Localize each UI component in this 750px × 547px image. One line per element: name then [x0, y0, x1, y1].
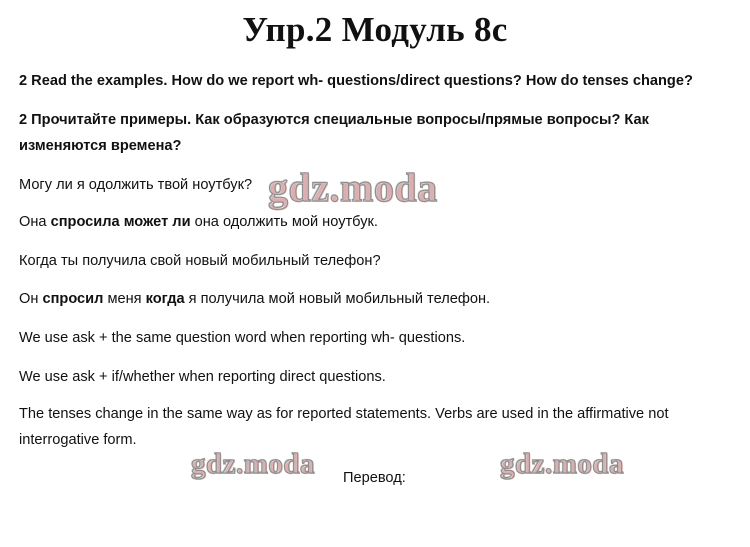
example-4-part-a: Он — [19, 291, 43, 307]
example-2-part-a: Она — [19, 214, 51, 230]
example-4-highlight-2: когда — [145, 291, 185, 307]
example-3: Когда ты получила свой новый мобильный телефон? — [19, 253, 381, 269]
example-4-part-c: меня — [103, 291, 146, 307]
example-4-highlight-1: спросил — [42, 291, 104, 307]
rule-1: We use ask + the same question word when reporting wh- questions. — [19, 330, 466, 346]
instruction-russian: 2 Прочитайте примеры. Как образуются специальные вопросы/прямые вопросы? Как изменяются времена? — [19, 112, 649, 154]
translation-label: Перевод: — [343, 470, 406, 486]
example-4 — [19, 286, 731, 312]
rule-2: We use ask + if/whether when reporting direct questions. — [19, 369, 386, 385]
page-title: Упр.2 Модуль 8с — [242, 10, 508, 49]
example-2 — [19, 209, 731, 235]
example-1: Могу ли я одолжить твой ноутбук? — [19, 177, 253, 193]
example-4-part-e: я получила мой новый мобильный телефон. — [184, 291, 491, 307]
watermark-logo: gdz.moda — [268, 165, 438, 210]
watermark-logo: gdz.moda — [500, 448, 625, 480]
example-2-part-c: она одолжить мой ноутбук. — [190, 214, 378, 230]
instruction-english: 2 Read the examples. How do we report wh- questions/direct questions? How do tenses change? — [19, 73, 693, 89]
rule-3: The tenses change in the same way as for reported statements. Verbs are used in the affirmative not interrogative form. — [19, 406, 669, 448]
watermark-logo: gdz.moda — [191, 448, 316, 480]
example-2-highlight: спросила может ли — [50, 214, 191, 230]
